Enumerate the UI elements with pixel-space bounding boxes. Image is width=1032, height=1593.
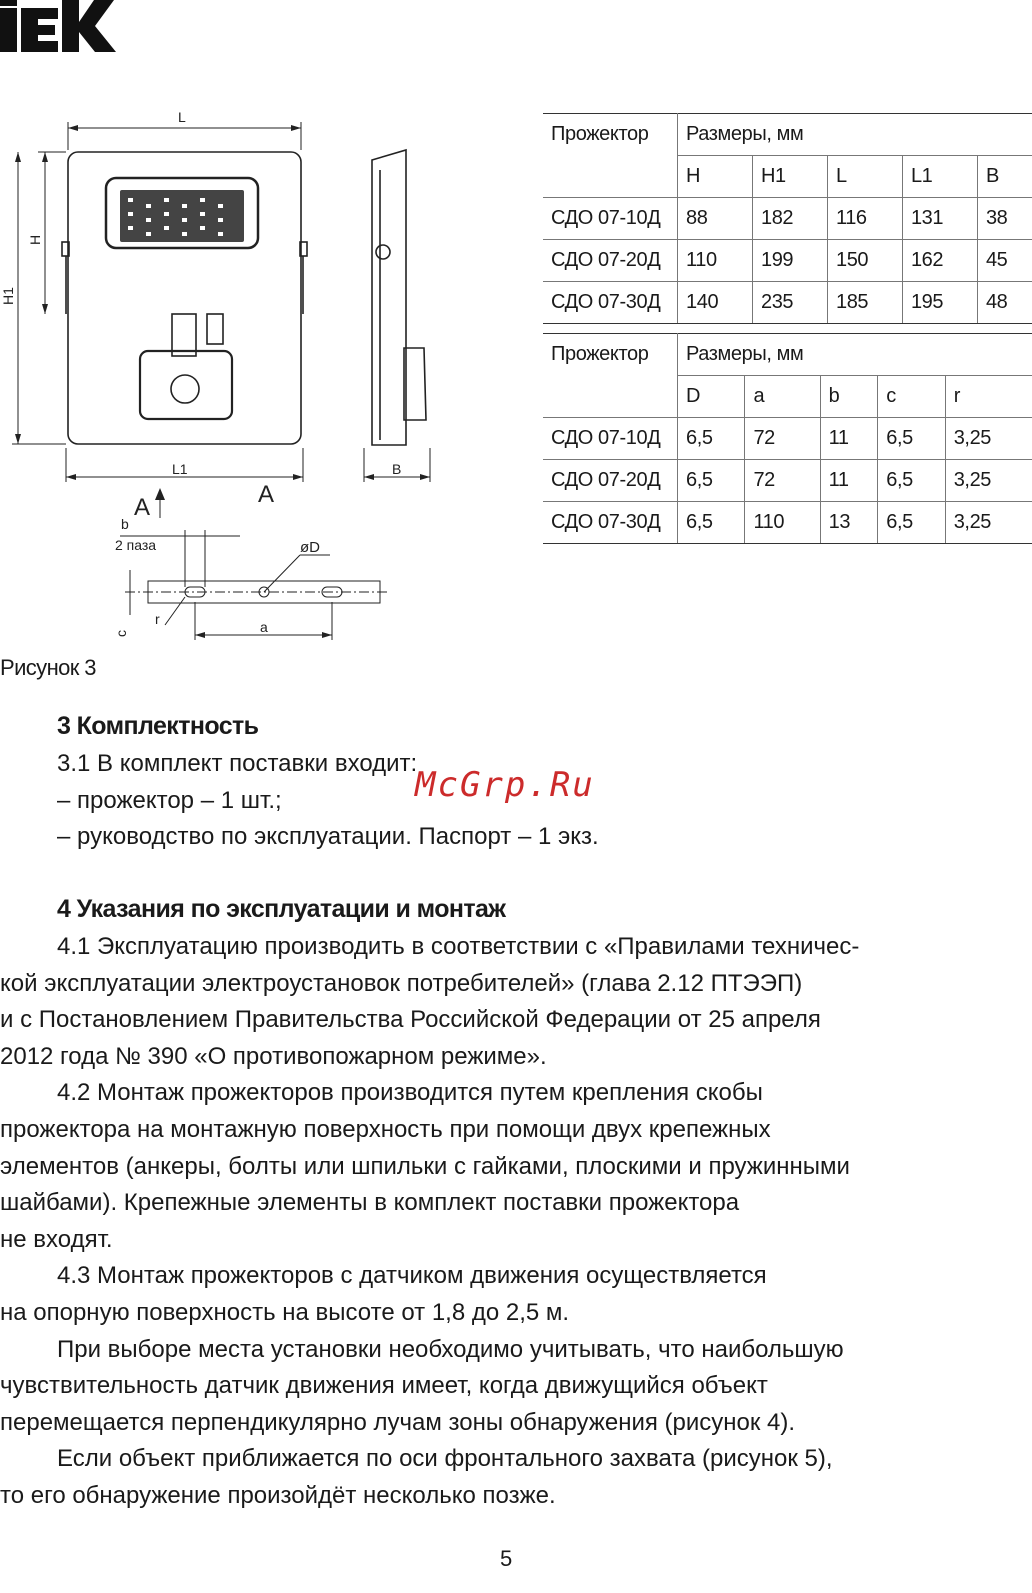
cell: 140 <box>678 282 753 324</box>
cell: 72 <box>745 460 820 502</box>
table-header-empty <box>543 156 678 198</box>
section-4-heading: 4 Указания по эксплуатации и монтаж <box>57 895 506 923</box>
cell: 3,25 <box>945 418 1032 460</box>
dim-L1: L1 <box>172 461 188 477</box>
section-4-body <box>0 929 1020 1515</box>
table-header-sizes: Размеры, мм <box>678 114 1032 156</box>
cell: 72 <box>745 418 820 460</box>
cell: 110 <box>678 240 753 282</box>
paragraph-line: и с Постановлением Правительства Российской Федерации от 25 апреля <box>0 1006 821 1034</box>
table-header-sizes: Размеры, мм <box>678 334 1032 376</box>
paragraph-line: – руководство по эксплуатации. Паспорт – 1 экз. <box>57 823 599 851</box>
dimensions-table-1 <box>543 113 1032 324</box>
table-header-cell: H <box>678 156 753 198</box>
cell: 11 <box>820 460 878 502</box>
cell: 131 <box>902 198 977 240</box>
cell: 116 <box>827 198 902 240</box>
row-name: СДО 07-20Д <box>543 460 678 502</box>
cell: 3,25 <box>945 460 1032 502</box>
paragraph-line: перемещается перпендикулярно лучам зоны обнаружения (рисунок 4). <box>0 1408 796 1436</box>
paragraph-line: 3.1 В комплект поставки входит: <box>57 750 418 777</box>
dim-diameter: øD <box>300 539 320 556</box>
paragraph-line: чувствительность датчик движения имеет, когда движущийся объект <box>0 1372 768 1400</box>
table-header-cell: D <box>678 376 745 418</box>
dim-H1: H1 <box>0 287 16 305</box>
cell: 13 <box>820 502 878 544</box>
paragraph-line: 4.2 Монтаж прожекторов производится путем крепления скобы <box>57 1079 763 1107</box>
cell: 182 <box>752 198 827 240</box>
table-header-cell: L1 <box>902 156 977 198</box>
cell: 6,5 <box>678 418 745 460</box>
table-header-cell: a <box>745 376 820 418</box>
cell: 11 <box>820 418 878 460</box>
dim-a: a <box>260 619 268 635</box>
paragraph-line: При выборе места установки необходимо учитывать, что наибольшую <box>57 1335 844 1363</box>
page-number: 5 <box>500 1546 513 1571</box>
dim-B: B <box>392 461 402 477</box>
table-header-projector: Прожектор <box>543 334 678 376</box>
table-header-projector: Прожектор <box>543 114 678 156</box>
paragraph-line: 2012 года № 390 «О противопожарном режиме». <box>0 1042 547 1070</box>
cell: 6,5 <box>878 460 945 502</box>
section-label-left: A <box>134 494 151 521</box>
dimensions-table-2 <box>543 333 1032 544</box>
section-3-heading: 3 Комплектность <box>57 712 259 740</box>
table-header-cell: L <box>827 156 902 198</box>
paragraph-line: Если объект приближается по оси фронтального захвата (рисунок 5), <box>57 1445 833 1473</box>
table-row <box>543 240 1032 282</box>
section-label-right: A <box>258 481 275 508</box>
cell: 6,5 <box>678 460 745 502</box>
cell: 235 <box>752 282 827 324</box>
cell: 6,5 <box>678 502 745 544</box>
cell: 110 <box>745 502 820 544</box>
paragraph-line: то его обнаружение произойдёт несколько позже. <box>0 1481 556 1509</box>
table-row <box>543 502 1032 544</box>
paragraph-line: не входят. <box>0 1225 113 1253</box>
cell: 199 <box>752 240 827 282</box>
table-header-cell: r <box>945 376 1032 418</box>
watermark: McGrp.Ru <box>415 765 595 805</box>
cell: 185 <box>827 282 902 324</box>
dim-r: r <box>155 611 160 627</box>
cell: 6,5 <box>878 418 945 460</box>
row-name: СДО 07-20Д <box>543 240 678 282</box>
technical-drawing <box>0 100 530 660</box>
table-row <box>543 418 1032 460</box>
row-name: СДО 07-10Д <box>543 198 678 240</box>
dim-b: b <box>121 516 129 532</box>
paragraph-line: элементов (анкеры, болты или шпильки с гайками, плоскими и пружинными <box>0 1152 850 1180</box>
cell: 3,25 <box>945 502 1032 544</box>
dim-L: L <box>178 109 186 125</box>
figure-caption: Рисунок 3 <box>0 655 96 680</box>
cell: 38 <box>977 198 1032 240</box>
paragraph-line: 4.3 Монтаж прожекторов с датчиком движения осуществляется <box>57 1262 767 1290</box>
table-header-cell: c <box>878 376 945 418</box>
cell: 48 <box>977 282 1032 324</box>
row-name: СДО 07-30Д <box>543 502 678 544</box>
table-row <box>543 282 1032 324</box>
cell: 195 <box>902 282 977 324</box>
slots-label: 2 паза <box>115 537 157 553</box>
row-name: СДО 07-10Д <box>543 418 678 460</box>
cell: 88 <box>678 198 753 240</box>
table-header-cell: H1 <box>752 156 827 198</box>
table-row <box>543 460 1032 502</box>
paragraph-line: на опорную поверхность на высоте от 1,8 до 2,5 м. <box>0 1298 570 1326</box>
row-name: СДО 07-30Д <box>543 282 678 324</box>
table-header-cell: B <box>977 156 1032 198</box>
cell: 162 <box>902 240 977 282</box>
cell: 150 <box>827 240 902 282</box>
paragraph-line: шайбами). Крепежные элементы в комплект поставки прожектора <box>0 1189 740 1217</box>
paragraph-line: кой эксплуатации электроустановок потребителей» (глава 2.12 ПТЭЭП) <box>0 969 803 997</box>
cell: 45 <box>977 240 1032 282</box>
cell: 6,5 <box>878 502 945 544</box>
table-row <box>543 198 1032 240</box>
paragraph-line: прожектора на монтажную поверхность при помощи двух крепежных <box>0 1115 771 1143</box>
dim-c: c <box>113 630 129 637</box>
paragraph-line: – прожектор – 1 шт.; <box>57 786 282 814</box>
table-header-cell: b <box>820 376 878 418</box>
iek-logo <box>0 0 116 56</box>
table-header-empty <box>543 376 678 418</box>
dim-H: H <box>27 234 43 245</box>
paragraph-line: 4.1 Эксплуатацию производить в соответствии с «Правилами техничес- <box>57 933 860 960</box>
